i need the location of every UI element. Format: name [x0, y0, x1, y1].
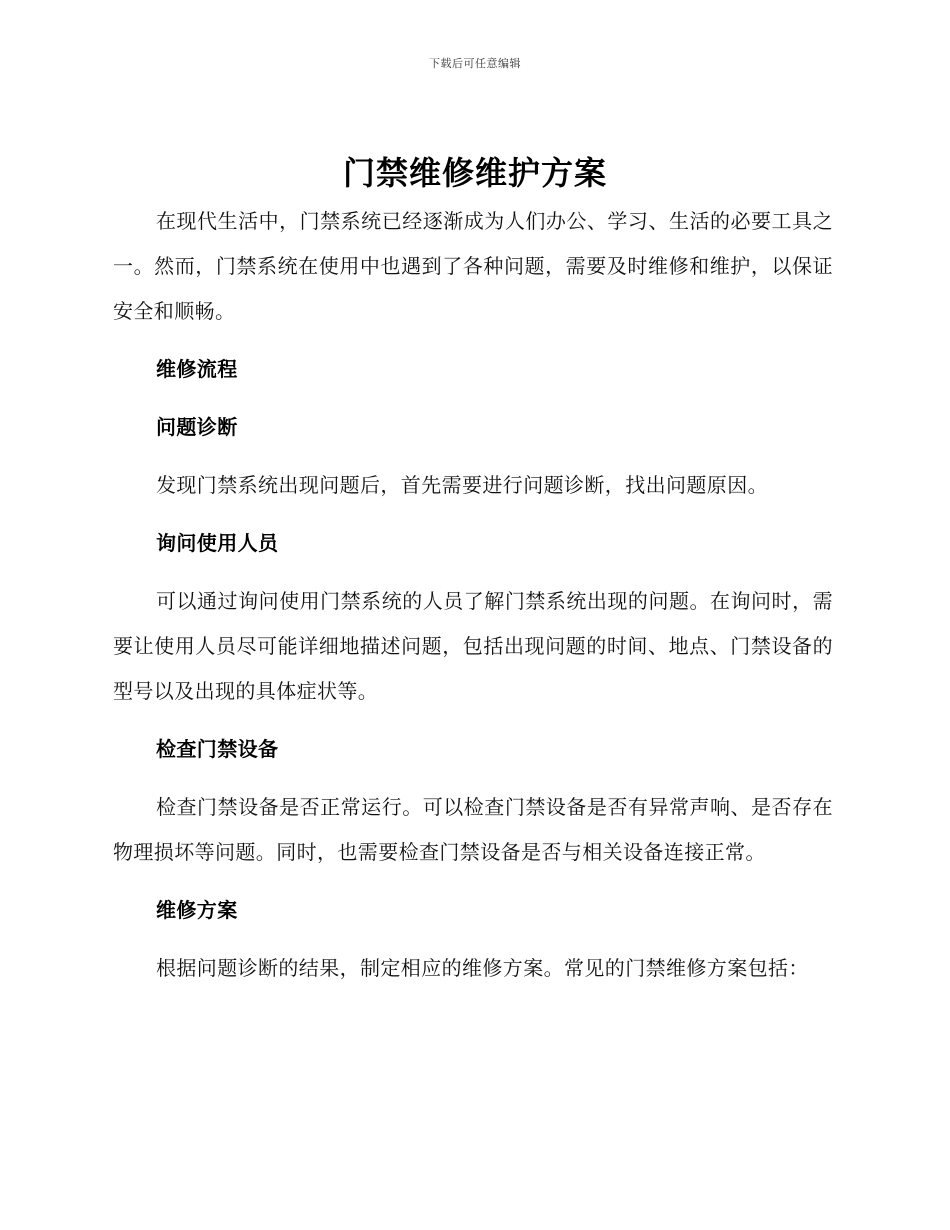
document-title: 门禁维修维护方案: [342, 154, 607, 192]
section-body-ask-users: 可以通过询问使用门禁系统的人员了解门禁系统出现的问题。在询问时，需要让使用人员尽可能详细地描述问题，包括出现问题的时间、地点、门禁设备的型号以及出现的具体症状等。: [113, 589, 833, 703]
section-body-repair-plan: 根据问题诊断的结果，制定相应的维修方案。常见的门禁维修方案包括：: [156, 956, 809, 980]
intro-paragraph: 在现代生活中，门禁系统已经逐渐成为人们办公、学习、生活的必要工具之一。然而，门禁系统在使用中也遇到了各种问题，需要及时维修和维护，以保证安全和顺畅。: [113, 209, 833, 323]
running-header: 下载后可任意编辑: [429, 57, 521, 70]
document-body: [113, 199, 833, 991]
section-heading-ask-users: 询问使用人员: [156, 531, 279, 555]
section-heading-maintenance-process: 维修流程: [156, 357, 238, 381]
section-heading-problem-diagnosis: 问题诊断: [156, 415, 238, 439]
section-heading-repair-plan: 维修方案: [156, 898, 238, 922]
section-body-problem-diagnosis: 发现门禁系统出现问题后，首先需要进行问题诊断，找出问题原因。: [156, 473, 768, 497]
section-body-check-equipment: 检查门禁设备是否正常运行。可以检查门禁设备是否有异常声响、是否存在物理损坏等问题。同时，也需要检查门禁设备是否与相关设备连接正常。: [113, 795, 833, 864]
section-heading-check-equipment: 检查门禁设备: [156, 737, 279, 761]
